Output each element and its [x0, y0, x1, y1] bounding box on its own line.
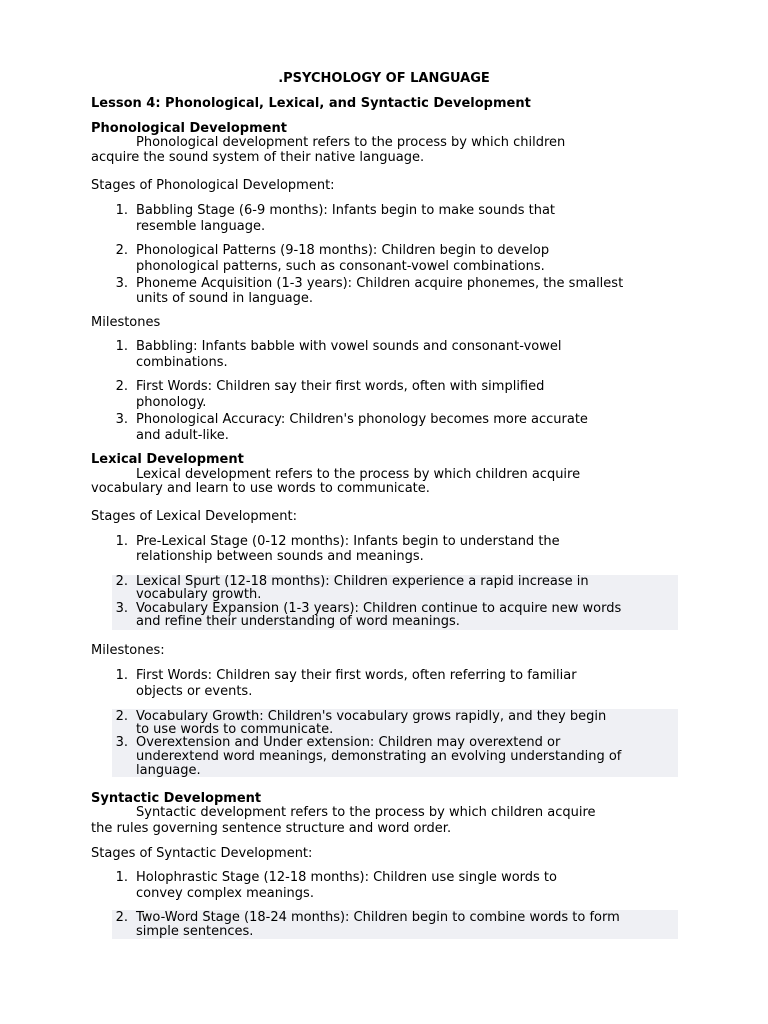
list-number: 2. [115, 910, 128, 925]
paragraph-line: Lexical development refers to the process by which children acquire [136, 467, 581, 482]
list-number: 3. [115, 276, 128, 291]
lesson-title: Lesson 4: Phonological, Lexical, and Syntactic Development [91, 96, 531, 111]
subheading-milestones: Milestones [91, 315, 161, 330]
list-item-line: combinations. [136, 355, 228, 370]
subheading-stages: Stages of Syntactic Development: [91, 846, 313, 861]
list-item-line: Lexical Spurt (12-18 months): Children experience a rapid increase in [136, 574, 589, 589]
list-item-line: objects or events. [136, 684, 253, 699]
section-heading-syntactic: Syntactic Development [91, 791, 262, 806]
list-item-line: and refine their understanding of word meanings. [136, 614, 460, 629]
paragraph-line: vocabulary and learn to use words to communicate. [91, 481, 430, 496]
list-number: 3. [115, 412, 128, 427]
list-number: 2. [115, 379, 128, 394]
section-heading-phonological: Phonological Development [91, 121, 287, 136]
list-number: 1. [115, 668, 128, 683]
subheading-stages: Stages of Phonological Development: [91, 178, 335, 193]
paragraph-line: the rules governing sentence structure and word order. [91, 821, 452, 836]
list-number: 1. [115, 534, 128, 549]
subheading-stages: Stages of Lexical Development: [91, 509, 297, 524]
list-item-line: to use words to communicate. [136, 722, 334, 737]
list-item-line: underextend word meanings, demonstrating an evolving understanding of [136, 749, 622, 764]
list-item-line: simple sentences. [136, 924, 254, 939]
list-item-line: Phonological Accuracy: Children's phonology becomes more accurate [136, 412, 588, 427]
list-item-line: Two-Word Stage (18-24 months): Children begin to combine words to form [136, 910, 620, 925]
list-item-line: phonology. [136, 395, 207, 410]
document-title: .PSYCHOLOGY OF LANGUAGE [278, 71, 490, 86]
list-item-line: vocabulary growth. [136, 587, 262, 602]
list-item-line: First Words: Children say their first words, often referring to familiar [136, 668, 577, 683]
list-number: 1. [115, 339, 128, 354]
list-item-line: units of sound in language. [136, 291, 313, 306]
list-item-line: and adult-like. [136, 428, 229, 443]
list-item-line: Overextension and Under extension: Children may overextend or [136, 735, 561, 750]
list-item-line: resemble language. [136, 219, 266, 234]
paragraph-line: Phonological development refers to the process by which children [136, 135, 566, 150]
paragraph-line: acquire the sound system of their native language. [91, 150, 425, 165]
list-item-line: First Words: Children say their first words, often with simplified [136, 379, 545, 394]
list-item-line: Babbling Stage (6-9 months): Infants begin to make sounds that [136, 203, 556, 218]
list-number: 3. [115, 735, 128, 750]
list-number: 1. [115, 870, 128, 885]
paragraph-line: Syntactic development refers to the process by which children acquire [136, 805, 596, 820]
list-number: 2. [115, 243, 128, 258]
list-item-line: Phoneme Acquisition (1-3 years): Children acquire phonemes, the smallest [136, 276, 624, 291]
list-item-line: language. [136, 763, 201, 778]
list-item-line: Phonological Patterns (9-18 months): Children begin to develop [136, 243, 550, 258]
list-item-line: phonological patterns, such as consonant-vowel combinations. [136, 259, 545, 274]
list-number: 3. [115, 601, 128, 616]
list-item-line: Vocabulary Expansion (1-3 years): Children continue to acquire new words [136, 601, 622, 616]
list-number: 2. [115, 709, 128, 724]
list-number: 2. [115, 574, 128, 589]
list-item-line: Babbling: Infants babble with vowel sounds and consonant-vowel [136, 339, 562, 354]
list-number: 1. [115, 203, 128, 218]
list-item-line: convey complex meanings. [136, 886, 314, 901]
list-item-line: relationship between sounds and meanings. [136, 549, 424, 564]
list-item-line: Holophrastic Stage (12-18 months): Children use single words to [136, 870, 557, 885]
list-item-line: Vocabulary Growth: Children's vocabulary grows rapidly, and they begin [136, 709, 607, 724]
list-item-line: Pre-Lexical Stage (0-12 months): Infants begin to understand the [136, 534, 560, 549]
subheading-milestones: Milestones: [91, 643, 165, 658]
section-heading-lexical: Lexical Development [91, 452, 244, 467]
